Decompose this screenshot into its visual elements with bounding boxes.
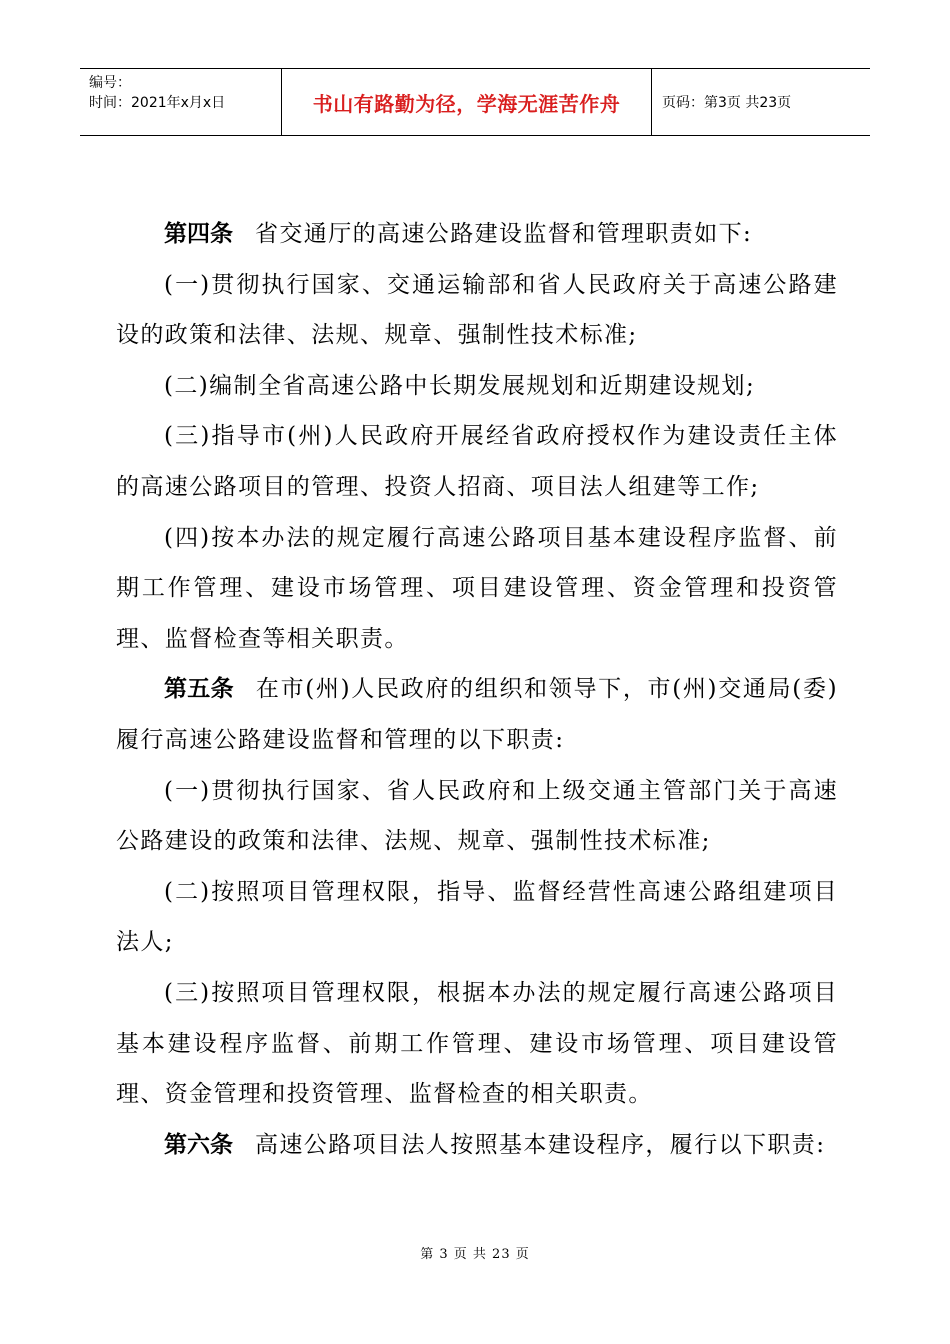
article-number: 第四条 [164,221,233,247]
paragraph-text: 在市(州)人民政府的组织和领导下，市(州)交通局(委)履行高速公路建设监督和管理的以下职责: [116,676,839,753]
document-date: 时间：2021年x月x日 [89,95,226,111]
paragraph-text: (一)贯彻执行国家、省人民政府和上级交通主管部门关于高速公路建设的政策和法律、法规、规章、强制性技术标准; [116,777,838,855]
paragraph-text: 高速公路项目法人按照基本建设程序，履行以下职责: [255,1131,826,1158]
clause-paragraph [116,766,838,867]
document-body [116,209,838,1170]
header-page-info: 页码：第3页 共23页 [662,95,792,111]
header-motto: 书山有路勤为径，学海无涯苦作舟 [282,69,652,135]
paragraph-text: 省交通厅的高速公路建设监督和管理职责如下: [255,221,753,247]
paragraph-text: (四)按本办法的规定履行高速公路项目基本建设程序监督、前期工作管理、建设市场管理、项目建设管理、资金管理和投资管理、监督检查等相关职责。 [116,524,838,652]
header-meta [80,69,282,135]
clause-paragraph [116,361,838,412]
article-paragraph [116,664,838,765]
page-header [80,68,870,136]
article-number: 第六条 [164,1131,233,1158]
page-footer: 第 3 页 共 23 页 [420,1247,530,1262]
article-paragraph [116,1120,838,1171]
article-number: 第五条 [164,676,234,703]
clause-paragraph [116,260,838,361]
article-paragraph [116,209,838,260]
paragraph-text: (一)贯彻执行国家、交通运输部和省人民政府关于高速公路建设的政策和法律、法规、规章、强制性技术标准; [116,271,838,349]
paragraph-text: (三)指导市(州)人民政府开展经省政府授权作为建设责任主体的高速公路项目的管理、投资人招商、项目法人组建等工作; [116,423,838,500]
clause-paragraph [116,968,838,1120]
paragraph-text: (二)按照项目管理权限，指导、监督经营性高速公路组建项目法人; [116,878,838,956]
clause-paragraph [116,513,838,665]
clause-paragraph [116,867,838,968]
paragraph-text: (二)编制全省高速公路中长期发展规划和近期建设规划; [164,372,756,399]
document-number-label: 编号： [89,75,131,91]
paragraph-text: (三)按照项目管理权限，根据本办法的规定履行高速公路项目基本建设程序监督、前期工作管理、建设市场管理、项目建设管理、资金管理和投资管理、监督检查的相关职责。 [116,979,838,1108]
clause-paragraph [116,411,838,512]
